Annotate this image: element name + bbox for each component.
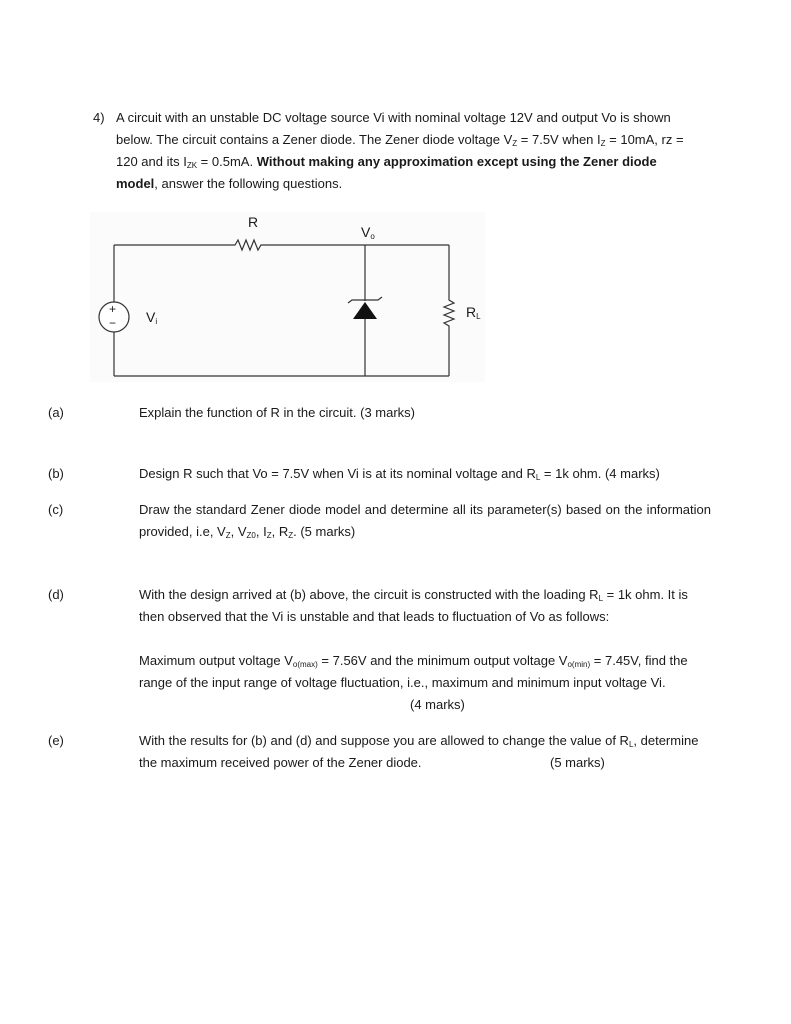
part-b-text: Design R such that Vo = 7.5V when Vi is at its nominal voltage and $R_L = 1k$ ohm. (4 marks) [139, 466, 660, 482]
circuit-svg [90, 212, 485, 382]
load-rl-label: $R_L$ [466, 304, 481, 321]
source-vi-label: $V_i$ [146, 309, 158, 326]
resistor-r-label: R [248, 214, 259, 230]
part-d-label: (d) [48, 587, 64, 602]
part-c-text: Draw the standard Zener diode model and determine all its parameter(s) based on the information provided, i.e, $V_Z$, $V_{Z0}$, $I_Z$, $R_Z$. (5 marks) [139, 502, 711, 540]
part-c-label: (c) [48, 502, 64, 517]
source-minus-sign: − [109, 316, 117, 330]
part-e-text: With the results for (b) and (d) and suppose you are allowed to change the value of $R_L$, determine the maximum received power of the Zener diode. [139, 733, 699, 770]
part-e-label: (e) [48, 733, 64, 748]
question-intro: A circuit with an unstable DC voltage source Vi with nominal voltage 12V and output Vo is shown below. The circuit contains a Zener diode. The Zener diode voltage $V_Z = 7.5V$ when $I_Z = 10mA$, rz = 120 and its $I_{ZK} = 0.5mA$. Without making any approximation except using the Zener diode model, answer the following questions. [116, 110, 684, 191]
intro-bold-text: Without making any approximation except using the Zener diode model [116, 154, 657, 191]
part-d-marks: (4 marks) [410, 697, 465, 712]
part-b-label: (b) [48, 466, 64, 481]
source-plus-sign: + [109, 302, 117, 316]
output-vo-label: $V_o$ [361, 224, 375, 241]
part-d-text: With the design arrived at (b) above, the circuit is constructed with the loading $R_L = 1k$ ohm. It is then observed that the Vi is unstable and that leads to fluctuation of Vo as follows: [139, 587, 688, 624]
part-d-followup: Maximum output voltage $V_{o(max)} = 7.56V$ and the minimum output voltage $V_{o(min)} = 7.45V$, find the range of the input range of voltage fluctuation, i.e., maximum and minimum input voltage Vi. [139, 653, 688, 690]
part-a-text: Explain the function of R in the circuit. (3 marks) [139, 405, 416, 420]
part-a-label: (a) [48, 405, 64, 420]
part-e-marks: (5 marks) [550, 755, 605, 770]
question-number: 4) [93, 110, 105, 125]
circuit-diagram [90, 212, 485, 382]
